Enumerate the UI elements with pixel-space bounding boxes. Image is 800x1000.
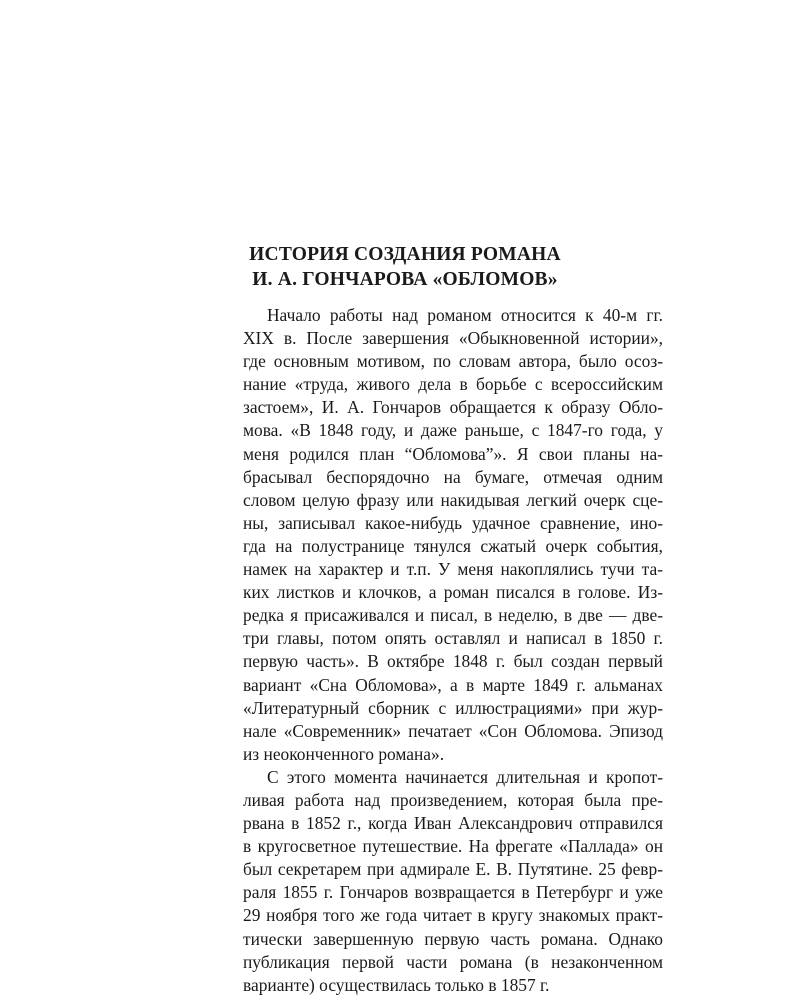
chapter-title — [200, 242, 610, 292]
text-line: из неоконченного романа». — [243, 743, 445, 764]
text-line: 29 ноября того же года читает в кругу знакомых практ- — [243, 905, 663, 926]
text-line: застоем», И. А. Гончаров обращается к образу Обло- — [243, 397, 663, 418]
text-line: ны, записывал какое-нибудь удачное сравнение, ино- — [243, 512, 663, 533]
text-line: брасывал беспорядочно на бумаге, отмечая одним — [243, 466, 663, 487]
paragraph-2 — [243, 766, 663, 997]
text-line: нание «труда, живого дела в борьбе с всероссийским — [243, 374, 663, 395]
text-line: раля 1855 г. Гончаров возвращается в Петербург и уже — [243, 882, 663, 903]
text-line: в кругосветное путешествие. На фрегате «Паллада» он — [243, 836, 663, 857]
text-line: гда на полустранице тянулся сжатый очерк события, — [243, 535, 663, 556]
text-line: «Литературный сборник с иллюстрациями» при жур- — [243, 697, 663, 718]
text-line: меня родился план “Обломова”». Я свои планы на- — [243, 443, 663, 464]
text-line: С этого момента начинается длительная и кропот- — [267, 766, 663, 787]
text-line: вариант «Сна Обломова», а в марте 1849 г. альманах — [243, 674, 663, 695]
chapter-body — [243, 304, 663, 997]
text-line: тически завершенную первую часть романа. Однако — [243, 928, 663, 949]
text-line: ливая работа над произведением, которая была пре- — [243, 789, 663, 810]
text-line: ких листков и клочков, а роман писался в голове. Из- — [243, 582, 663, 603]
text-line: три главы, потом опять оставлял и написал в 1850 г. — [243, 628, 663, 649]
text-line: XIX в. После завершения «Обыкновенной истории», — [243, 328, 663, 349]
text-line: публикация первой части романа (в незаконченном — [243, 951, 663, 972]
text-line: словом целую фразу или накидывая легкий очерк сце- — [243, 489, 663, 510]
text-line: где основным мотивом, по словам автора, было осоз- — [243, 351, 663, 372]
chapter-title-line-1: ИСТОРИЯ СОЗДАНИЯ РОМАНА — [249, 244, 561, 265]
text-line: рвана в 1852 г., когда Иван Александрович отправился — [243, 813, 663, 834]
text-line: мова. «В 1848 году, и даже раньше, с 1847-го года, у — [243, 420, 663, 441]
chapter-title-line-2: И. А. ГОНЧАРОВА «ОБЛОМОВ» — [252, 269, 558, 290]
text-line: редка я присаживался и писал, в неделю, в две — две- — [243, 605, 663, 626]
text-line: намек на характер и т.п. У меня накоплялись тучи та- — [243, 559, 663, 580]
text-line: первую часть». В октябре 1848 г. был создан первый — [243, 651, 663, 672]
text-line: Начало работы над романом относится к 40-м гг. — [267, 305, 663, 325]
paragraph-1 — [243, 304, 663, 766]
text-line: варианте) осуществилась только в 1857 г. — [243, 974, 550, 995]
text-line: был секретарем при адмирале Е. В. Путятине. 25 февр- — [243, 859, 663, 880]
text-line: нале «Современник» печатает «Сон Обломова. Эпизод — [243, 720, 663, 741]
